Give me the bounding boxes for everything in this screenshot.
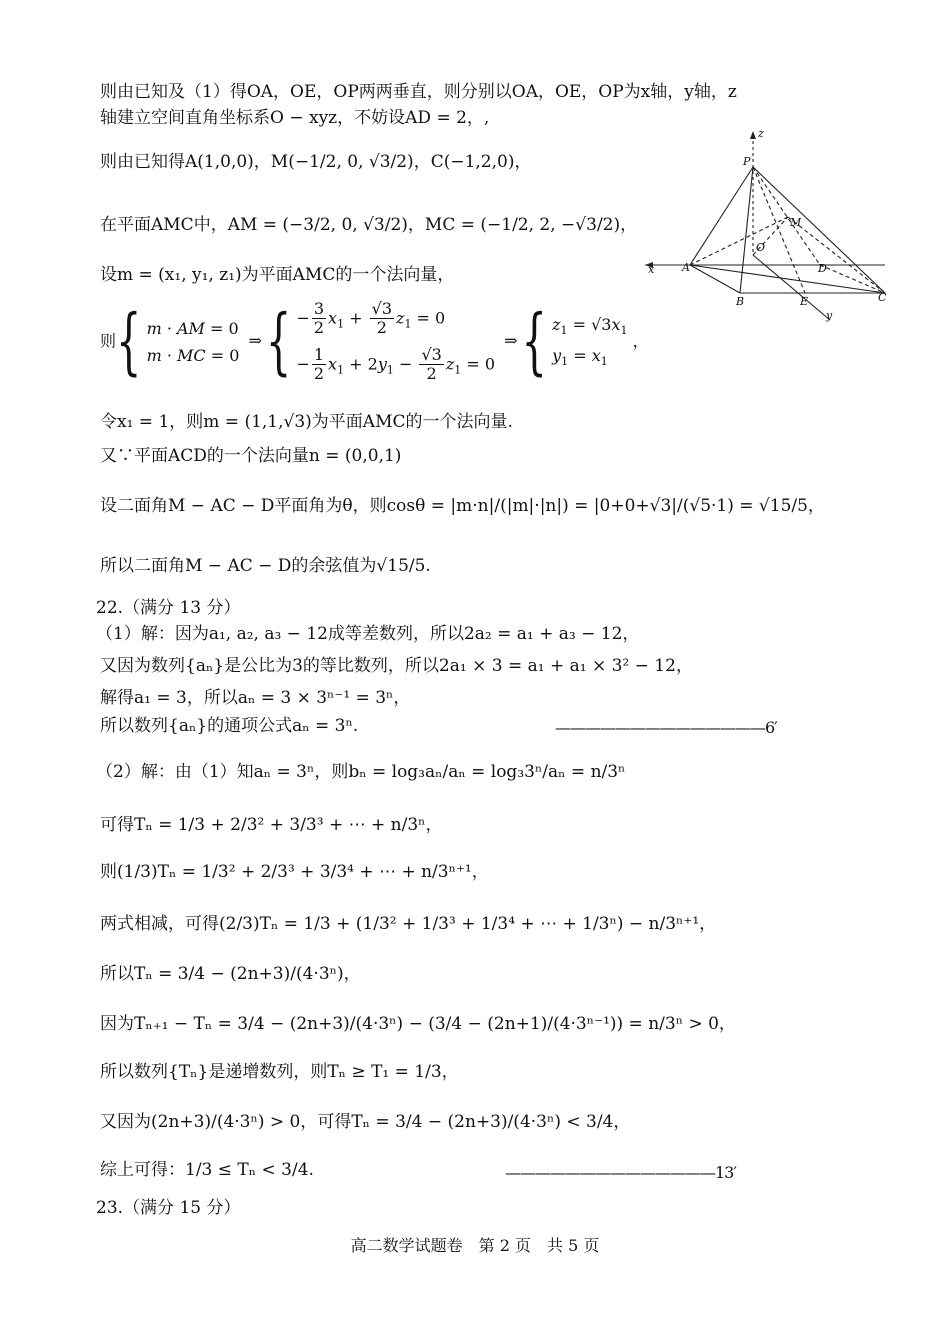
label-y: y — [826, 309, 833, 322]
text-line: 又因为(2n+3)/(4·3ⁿ) > 0，可得Tₙ = 3/4 − (2n+3)/(4·3ⁿ) < 3/4， — [100, 1112, 631, 1132]
text-line: 因为Tₙ₊₁ − Tₙ = 3/4 − (2n+3)/(4·3ⁿ) − (3/4 − (2n+1)/(4·3ⁿ⁻¹)) = n/3ⁿ > 0， — [100, 1014, 736, 1034]
label-B: B — [736, 295, 745, 308]
text-line: 解得a₁ = 3，所以aₙ = 3 × 3ⁿ⁻¹ = 3ⁿ， — [100, 688, 411, 708]
text-line: 所以数列{Tₙ}是递增数列，则Tₙ ≥ T₁ = 1/3， — [100, 1062, 459, 1082]
equation-system: 则{ m · AM = 0 m · MC = 0 ⇒ { − $\frac{3}{2}$ $x_1$ + $\frac{√3}{2}$ $z_1 = 0$ − $\frac{1}{2}$ $x_1 + 2y_1$ − $\frac{√3}{2}$ $z_1 = 0$ ⇒ { $z_1 = √3x_1$ $y_1 = x_1$ ， — [100, 299, 649, 384]
label-D: D — [818, 262, 827, 275]
label-M: M — [790, 216, 802, 229]
text-line: 轴建立空间直角坐标系O − xyz，不妨设AD = 2，, — [100, 108, 490, 128]
text-line: （1）解：因为a₁, a₂, a₃ − 12成等差数列，所以2a₂ = a₁ + a₃ − 12， — [96, 624, 640, 644]
question-heading: 23.（满分 15 分） — [96, 1198, 241, 1218]
label-A: A — [682, 261, 690, 274]
text-line: 所以二面角M − AC − D的余弦值为√15/5. — [100, 556, 431, 576]
text-line: 则(1/3)Tₙ = 1/3² + 2/3³ + 3/3⁴ + ⋯ + n/3ⁿ⁺¹， — [100, 862, 489, 882]
text-line: 设二面角M − AC − D平面角为θ，则cosθ = |m·n|/(|m|·|n|) = |0+0+√3|/(√5·1) = √15/5， — [100, 496, 825, 516]
score-marker: ——————————————6′ — [555, 718, 777, 737]
label-C: C — [878, 291, 887, 304]
text-line: （2）解：由（1）知aₙ = 3ⁿ，则bₙ = log₃aₙ/aₙ = log₃3ⁿ/aₙ = n/3ⁿ — [96, 762, 626, 782]
text-line: 又因为数列{aₙ}是公比为3的等比数列，所以2a₁ × 3 = a₁ + a₁ × 3² − 12， — [100, 656, 693, 676]
text-line: 所以数列{aₙ}的通项公式aₙ = 3ⁿ. — [100, 716, 359, 736]
text-line: 令x₁ = 1，则m = (1,1,√3)为平面AMC的一个法向量. — [100, 412, 513, 432]
label-O: O — [756, 241, 766, 254]
pyramid-figure — [640, 125, 900, 325]
text-line: 所以Tₙ = 3/4 − (2n+3)/(4·3ⁿ)， — [100, 964, 361, 984]
page-footer: 高二数学试题卷 第 2 页 共 5 页 — [350, 1236, 600, 1255]
text-line: 可得Tₙ = 1/3 + 2/3² + 3/3³ + ⋯ + n/3ⁿ， — [100, 815, 443, 835]
question-heading: 22.（满分 13 分） — [96, 598, 241, 618]
text-line: 在平面AMC中，AM = (−3/2, 0, √3/2)，MC = (−1/2, 2, −√3/2)， — [100, 215, 638, 235]
text-line: 又∵平面ACD的一个法向量n = (0,0,1) — [100, 446, 402, 466]
label-P: P — [743, 155, 751, 168]
text-line: 两式相减，可得(2/3)Tₙ = 1/3 + (1/3² + 1/3³ + 1/3⁴ + ⋯ + 1/3ⁿ) − n/3ⁿ⁺¹， — [100, 914, 717, 934]
text-line: 则由已知及（1）得OA，OE，OP两两垂直，则分别以OA，OE，OP为x轴，y轴，z — [100, 82, 737, 102]
text-line: 综上可得：1/3 ≤ Tₙ < 3/4. — [100, 1160, 314, 1180]
text-line: 设m = (x₁, y₁, z₁)为平面AMC的一个法向量， — [100, 265, 455, 285]
label-E: E — [800, 295, 809, 308]
score-marker: ——————————————13′ — [505, 1163, 736, 1182]
label-x: x — [648, 263, 655, 276]
text-line: 则由已知得A(1,0,0)，M(−1/2, 0, √3/2)，C(−1,2,0)， — [100, 152, 532, 172]
label-z: z — [758, 127, 764, 140]
